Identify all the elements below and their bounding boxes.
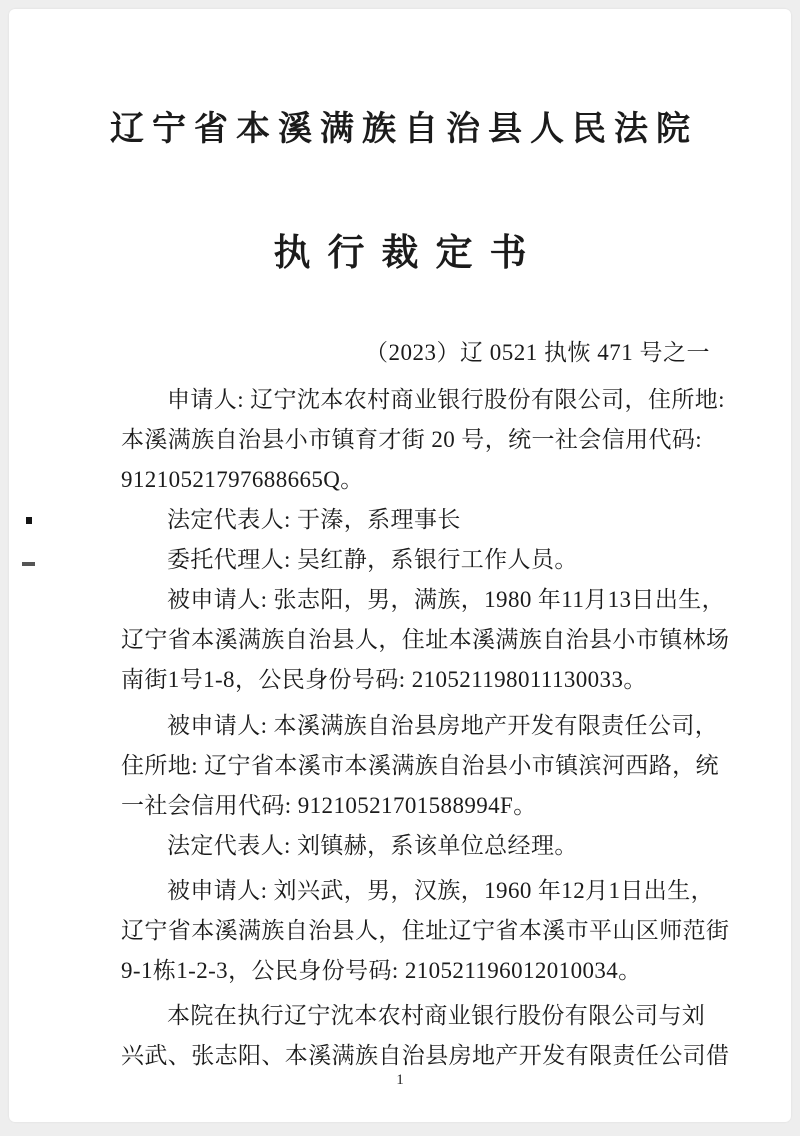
court-name-heading: 辽宁省本溪满族自治县人民法院	[110, 111, 698, 148]
body-line: 本溪满族自治县小市镇育才街 20 号，统一社会信用代码:	[121, 427, 703, 452]
paragraph	[121, 706, 719, 826]
body-line: 委托代理人: 吴红静，系银行工作人员。	[167, 547, 578, 572]
body-line: 南街1号1-8，公民身份号码: 210521198011130033。	[121, 667, 647, 692]
body-line: 9-1栋1-2-3，公民身份号码: 210521196012010034。	[121, 958, 642, 983]
paragraph	[121, 380, 725, 500]
scan-artifact-dot	[26, 517, 32, 524]
body-line: 91210521797688665Q。	[121, 467, 364, 492]
body-line: 住所地: 辽宁省本溪市本溪满族自治县小市镇滨河西路，统	[121, 753, 719, 778]
paragraph	[121, 871, 730, 991]
paragraph	[121, 540, 713, 580]
body-line: 被申请人: 本溪满族自治县房地产开发有限责任公司，	[167, 713, 719, 738]
paragraph	[121, 996, 730, 1076]
body-line: 法定代表人: 刘镇赫，系该单位总经理。	[167, 833, 578, 858]
paragraph	[121, 826, 713, 866]
case-number: （2023）辽 0521 执恢 471 号之一	[365, 340, 710, 365]
body-line: 本院在执行辽宁沈本农村商业银行股份有限公司与刘	[167, 1003, 706, 1028]
body-line: 被申请人: 张志阳，男，满族，1980 年11月13日出生，	[167, 587, 726, 612]
page-number: 1	[396, 1072, 404, 1088]
paragraph	[121, 500, 713, 540]
paragraph	[121, 580, 730, 700]
body-line: 一社会信用代码: 91210521701588994F。	[121, 793, 537, 818]
document-title: 执行裁定书	[273, 233, 544, 274]
document-page	[9, 9, 791, 1122]
body-line: 申请人: 辽宁沈本农村商业银行股份有限公司，住所地:	[167, 387, 725, 412]
body-line: 辽宁省本溪满族自治县人，住址本溪满族自治县小市镇林场	[121, 627, 730, 652]
body-line: 兴武、张志阳、本溪满族自治县房地产开发有限责任公司借	[121, 1043, 730, 1068]
scan-artifact-dash	[22, 562, 35, 566]
document-body	[9, 380, 791, 1076]
body-line: 被申请人: 刘兴武，男，汉族，1960 年12月1日出生，	[167, 878, 714, 903]
body-line: 法定代表人: 于溱，系理事长	[167, 507, 461, 532]
body-line: 辽宁省本溪满族自治县人，住址辽宁省本溪市平山区师范街	[121, 918, 730, 943]
